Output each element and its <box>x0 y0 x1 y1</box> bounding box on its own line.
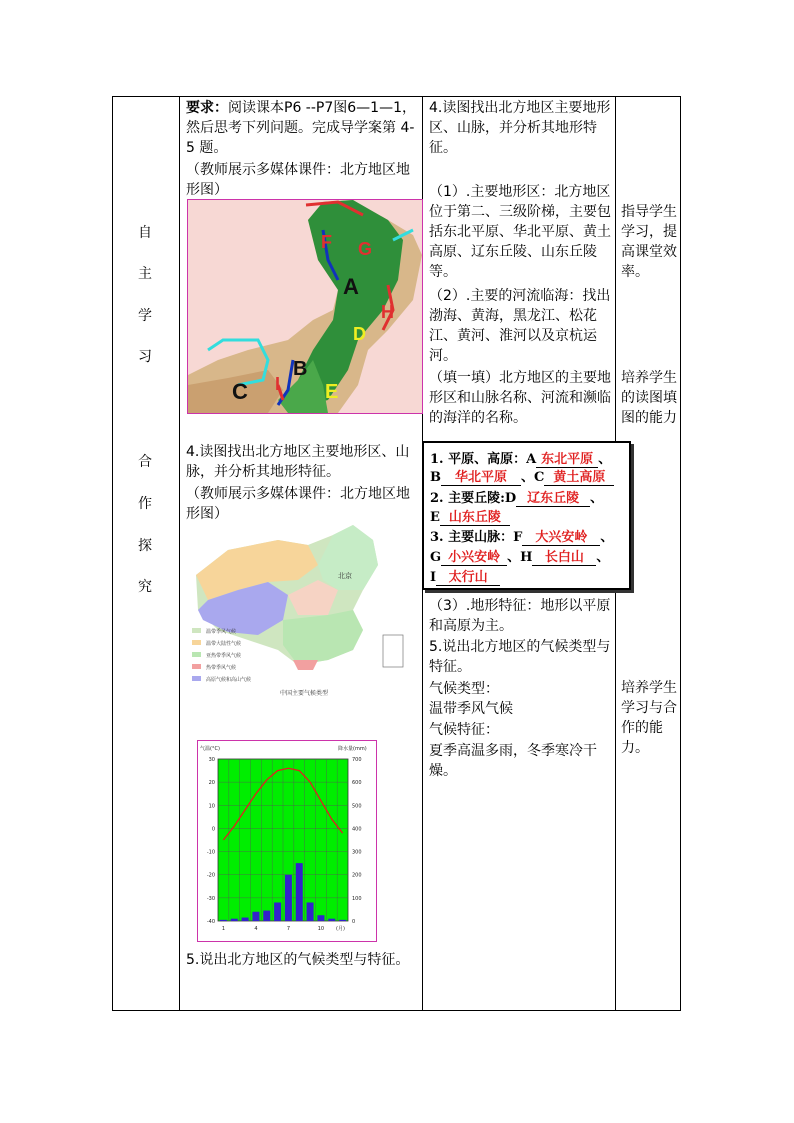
teaching-note-2: 培养学生的读图填图的能力 <box>621 370 677 426</box>
precip-tick-label: 200 <box>352 872 362 879</box>
requirement-head: 要求： <box>186 100 228 116</box>
climate-chart-svg <box>198 741 376 941</box>
side-char: 学 <box>138 308 152 324</box>
fill-row-3: 2. 主要丘陵:D 辽东丘陵 、 <box>430 487 603 507</box>
paragraph-rivers: （2）.主要的河流临海：找出渤海、黄海，黑龙江、松花江、黄河、淮河以及京杭运河。 <box>429 288 611 364</box>
paragraph-terrain-feature: （3）.地形特征：地形以平原和高原为主。 <box>429 598 611 634</box>
answer-A: 东北平原 <box>541 452 594 467</box>
answer-B: 华北平原 <box>454 470 507 485</box>
x-tick-label: 7 <box>286 926 291 932</box>
temp-tick-label: 20 <box>208 780 215 787</box>
y-axis-label-left: 气温(°C) <box>200 746 220 752</box>
precip-tick-label: 300 <box>352 849 362 856</box>
precip-bar <box>263 911 270 921</box>
answer-C: 黄土高原 <box>553 470 606 485</box>
map-label-I: I <box>275 374 281 394</box>
y-axis-label-right: 降水量(mm) <box>338 746 367 752</box>
side-char: 自 <box>138 225 152 241</box>
side-char: 探 <box>138 538 152 554</box>
map-label-E: E <box>325 381 339 403</box>
teacher-note: （教师展示多媒体课件：北方地区地形图） <box>186 486 410 522</box>
precip-bar <box>231 919 238 921</box>
answer-D: 辽东丘陵 <box>527 491 580 506</box>
map-label-B: B <box>293 358 308 380</box>
climate-chart <box>197 740 377 942</box>
question-5: 5.说出北方地区的气候类型与特征。 <box>429 639 611 675</box>
precip-bar <box>252 912 259 921</box>
precip-tick-label: 0 <box>352 919 356 925</box>
legend-entry: 热带季风气候 <box>206 665 237 671</box>
answer-H: 长白山 <box>544 550 584 565</box>
precip-bar <box>285 875 292 921</box>
temp-tick-label: 30 <box>208 757 215 763</box>
terrain-map <box>187 199 423 414</box>
legend-entry: 高原气候和高山气候 <box>206 677 252 683</box>
temp-tick-label: 0 <box>211 826 215 833</box>
side-char: 主 <box>138 266 152 282</box>
temp-tick-label: 10 <box>208 803 215 810</box>
legend-entry: 温带季风气候 <box>206 629 237 635</box>
temp-tick-label: -40 <box>206 919 215 925</box>
climate-map <box>188 520 414 702</box>
teacher-note: （教师展示多媒体课件：北方地区地形图） <box>186 162 410 198</box>
teaching-note-1: 指导学生学习，提高课堂效率。 <box>621 204 677 280</box>
climate-type-label: 气候类型： <box>429 681 499 697</box>
side-char: 究 <box>138 579 152 595</box>
paragraph-fill-instruction: （填一填）北方地区的主要地形区和山脉名称、河流和濒临的海洋的名称。 <box>429 370 611 426</box>
precip-bar <box>242 918 249 921</box>
map-label-D: D <box>353 324 366 344</box>
precip-tick-label: 700 <box>352 757 362 763</box>
city-label: 北京 <box>338 572 352 580</box>
x-tick-label: 10 <box>317 926 325 932</box>
precip-bar <box>339 920 346 921</box>
precip-bar <box>317 915 324 921</box>
map-label-H: H <box>381 302 394 322</box>
question-4: 4.读图找出北方地区主要地形区、山脉，并分析其地形特征。 <box>429 100 611 156</box>
precip-bar <box>307 902 314 921</box>
precip-tick-label: 500 <box>352 803 362 810</box>
paragraph-landforms: （1）.主要地形区：北方地区位于第二、三级阶梯，主要包括东北平原、华北平原、黄土高原、辽东丘陵、山东丘陵等。 <box>429 184 611 280</box>
precip-tick-label: 100 <box>352 895 362 902</box>
temp-tick-label: -30 <box>206 895 215 902</box>
precip-bar <box>296 863 303 921</box>
answer-E: 山东丘陵 <box>448 510 501 525</box>
terrain-map-image <box>188 200 422 413</box>
fill-row-6: G 小兴安岭 、H 长白山 、 <box>430 546 609 566</box>
requirement-text <box>186 98 418 158</box>
fill-row-4: E 山东丘陵 <box>430 506 510 526</box>
question-5: 5.说出北方地区的气候类型与特征。 <box>186 952 410 968</box>
climate-map-image <box>188 520 414 702</box>
side-char: 作 <box>138 496 152 512</box>
precip-bar <box>220 920 227 921</box>
side-char: 合 <box>138 454 152 470</box>
side-char: 习 <box>138 349 152 365</box>
answer-G: 小兴安岭 <box>448 550 501 565</box>
temp-tick-label: -10 <box>206 849 215 856</box>
precip-bar <box>328 919 335 921</box>
legend-entry: 温带大陆性气候 <box>206 641 242 647</box>
climate-feature-label: 气候特征： <box>429 722 499 738</box>
map-label-F: F <box>321 232 332 252</box>
teaching-note-3: 培养学生学习与合作的能力。 <box>621 680 677 756</box>
temp-tick-label: -20 <box>206 872 215 879</box>
answer-F: 大兴安岭 <box>535 530 588 545</box>
map-label-G: G <box>358 239 373 259</box>
fill-row-2: B 华北平原 、C 黄土高原 <box>430 466 614 486</box>
precip-tick-label: 400 <box>352 826 362 833</box>
x-tick-label: 4 <box>254 926 258 932</box>
answer-I: 太行山 <box>448 570 488 585</box>
fill-row-5: 3. 主要山脉：F 大兴安岭 、 <box>430 526 613 546</box>
climate-type-value: 温带季风气候 <box>429 701 513 717</box>
map-label-A: A <box>343 274 359 299</box>
precip-tick-label: 600 <box>352 780 362 787</box>
legend-entry: 亚热带季风气候 <box>206 653 242 659</box>
climate-map-caption: 中国主要气候类型 <box>280 690 329 697</box>
x-axis-label: (月) <box>336 926 345 932</box>
fill-row-7: I 太行山 <box>430 566 500 586</box>
map-label-C: C <box>232 379 248 404</box>
requirement-body: 阅读课本P6 --P7图6—1—1，然后思考下列问题。完成导学案第 4-5 题。 <box>186 100 416 156</box>
precip-bar <box>274 902 281 921</box>
question-4: 4.读图找出北方地区主要地形区、山脉，并分析其地形特征。 <box>186 444 410 480</box>
fill-row-1: 1. 平原、高原：A 东北平原 、 <box>430 448 611 468</box>
x-tick-label: 1 <box>221 926 226 932</box>
climate-feature-value: 夏季高温多雨，冬季寒冷干燥。 <box>429 743 597 779</box>
